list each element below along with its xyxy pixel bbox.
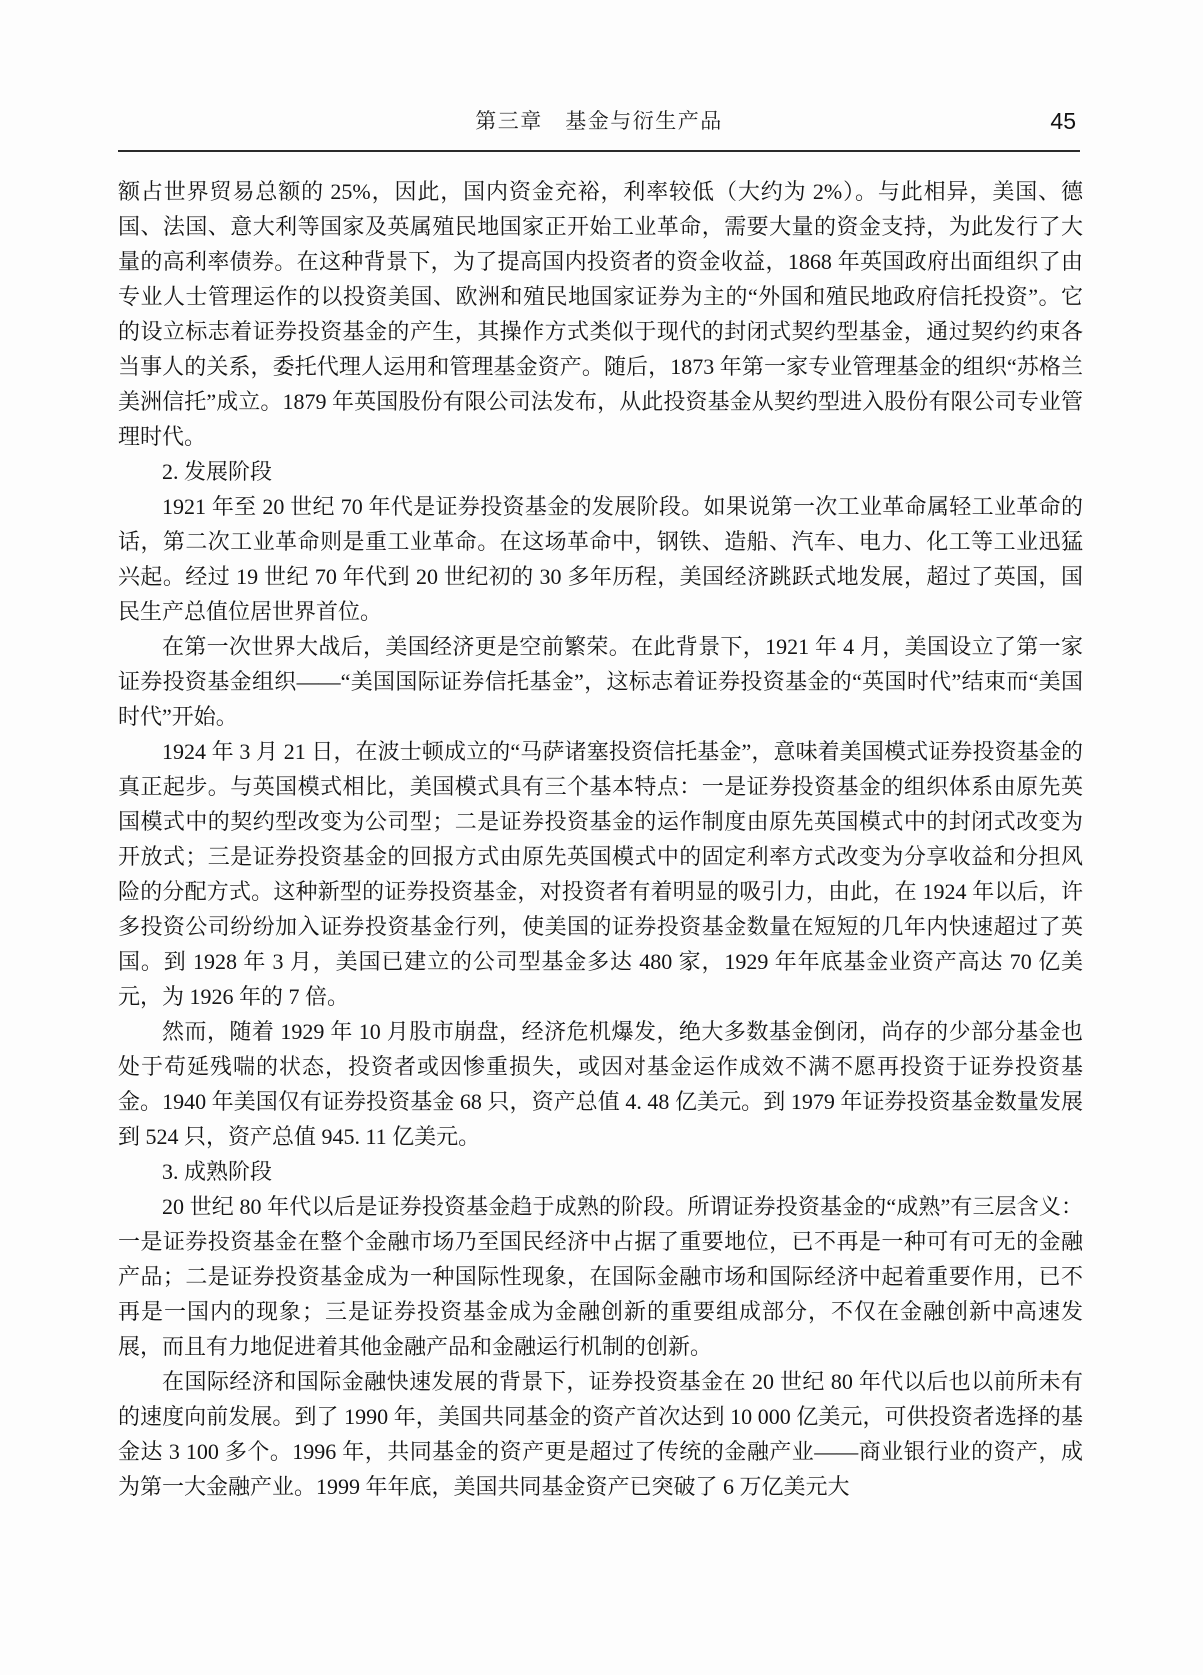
paragraph-development-stage-overview: 1921 年至 20 世纪 70 年代是证券投资基金的发展阶段。如果说第一次工业革命属轻工业革命的话，第二次工业革命则是重工业革命。在这场革命中，钢铁、造船、汽车、电力、化工等工业迅猛兴起。经过 19 世纪 70 年代到 20 世纪初的 30 多年历程，美国经济跳跃式地发展，超过了英国，国民生产总值位居世界首位。 bbox=[118, 494, 1083, 624]
running-header-chapter-title: 第三章 基金与衍生产品 bbox=[475, 109, 723, 133]
paragraph-massachusetts-trust-1924: 1924 年 3 月 21 日，在波士顿成立的“马萨诸塞投资信托基金”，意味着美国模式证券投资基金的真正起步。与英国模式相比，美国模式具有三个基本特点：一是证券投资基金的组织体系由原先英国模式中的契约型改变为公司型；二是证券投资基金的运作制度由原先英国模式中的封闭式改变为开放式；三是证券投资基金的回报方式由原先英国模式中的固定利率方式改变为分享收益和分担风险的分配方式。这种新型的证券投资基金，对投资者有着明显的吸引力，由此，在 1924 年以后，许多投资公司纷纷加入证券投资基金行列，使美国的证券投资基金数量在短短的几年内快速超过了英国。到 1928 年 3 月，美国已建立的公司型基金多达 480 家，1929 年年底基金业资产高达 70 亿美元，为 1926 年的 7 倍。 bbox=[118, 739, 1083, 1009]
paragraph-mutual-fund-growth-1990s: 在国际经济和国际金融快速发展的背景下，证券投资基金在 20 世纪 80 年代以后也以前所未有的速度向前发展。到了 1990 年，美国共同基金的资产首次达到 10 000 亿美元，可供投资者选择的基金达 3 100 多个。1996 年，共同基金的资产更是超过了传统的金融产业——商业银行业的资产，成为第一大金融产业。1999 年年底，美国共同基金资产已突破了 6 万亿美元大 bbox=[118, 1369, 1083, 1499]
header-rule-divider bbox=[118, 150, 1080, 152]
section-heading-development-stage: 2. 发展阶段 bbox=[162, 459, 273, 484]
body-text-block bbox=[118, 174, 1083, 1504]
paragraph-maturity-three-meanings: 20 世纪 80 年代以后是证券投资基金趋于成熟的阶段。所谓证券投资基金的“成熟”有三层含义：一是证券投资基金在整个金融市场乃至国民经济中占据了重要地位，已不再是一种可有可无的金融产品；二是证券投资基金成为一种国际性现象，在国际金融市场和国际经济中起着重要作用，已不再是一国内的现象；三是证券投资基金成为金融创新的重要组成部分，不仅在金融创新中高速发展，而且有力地促进着其他金融产品和金融运行机制的创新。 bbox=[118, 1194, 1083, 1359]
page-header bbox=[118, 104, 1080, 140]
paragraph-uk-fund-origin-continuation: 额占世界贸易总额的 25%，因此，国内资金充裕，利率较低（大约为 2%）。与此相异，美国、德国、法国、意大利等国家及英属殖民地国家正开始工业革命，需要大量的资金支持，为此发行了大量的高利率债券。在这种背景下，为了提高国内投资者的资金收益，1868 年英国政府出面组织了由专业人士管理运作的以投资美国、欧洲和殖民地国家证券为主的“外国和殖民地政府信托投资”。它的设立标志着证券投资基金的产生，其操作方式类似于现代的封闭式契约型基金，通过契约约束各当事人的关系，委托代理人运用和管理基金资产。随后，1873 年第一家专业管理基金的组织“苏格兰美洲信托”成立。1879 年英国股份有限公司法发布，从此投资基金从契约型进入股份有限公司专业管理时代。 bbox=[118, 179, 1083, 449]
paragraph-1929-crash-impact: 然而，随着 1929 年 10 月股市崩盘，经济危机爆发，绝大多数基金倒闭，尚存的少部分基金也处于苟延残喘的状态，投资者或因惨重损失，或因对基金运作成效不满不愿再投资于证券投资基金。1940 年美国仅有证券投资基金 68 只，资产总值 4. 48 亿美元。到 1979 年证券投资基金数量发展到 524 只，资产总值 945. 11 亿美元。 bbox=[118, 1019, 1083, 1149]
section-heading-maturity-stage: 3. 成熟阶段 bbox=[162, 1159, 273, 1184]
paragraph-us-first-fund-1921: 在第一次世界大战后，美国经济更是空前繁荣。在此背景下，1921 年 4 月，美国设立了第一家证券投资基金组织——“美国国际证券信托基金”，这标志着证券投资基金的“英国时代”结束而“美国时代”开始。 bbox=[118, 634, 1083, 729]
page-number: 45 bbox=[1050, 108, 1076, 134]
